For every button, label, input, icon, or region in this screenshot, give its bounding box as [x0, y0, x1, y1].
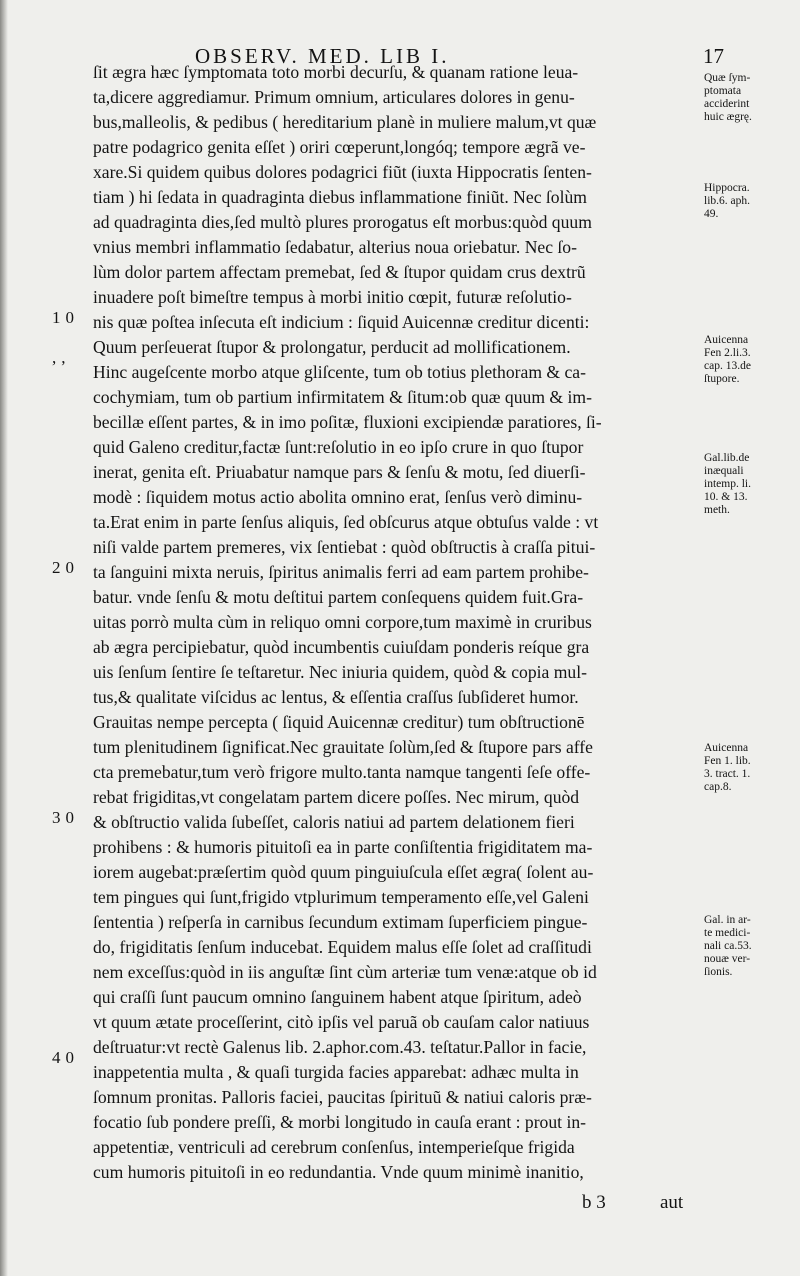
text-line: Grauitas nempe percepta ( ſiquid Auicennæ creditur) tum obſtructionē	[93, 712, 585, 732]
line-number-30: 30	[52, 808, 79, 827]
text-line: bus,malleolis, & pedibus ( hereditarium planè in muliere malum,vt quæ	[93, 112, 597, 132]
marginal-notes	[704, 0, 796, 1276]
text-line: cum humoris pituitoſi in eo redundantia. Vnde quum minimè inanitio,	[93, 1162, 584, 1182]
text-line: qui craſſi ſunt paucum omnino ſanguinem habent atque ſpiritum, adeò	[93, 987, 582, 1007]
marginal-note-symptoms	[704, 72, 796, 124]
text-line: ad quadraginta dies,ſed multò plures prorogatus eſt morbus:quòd quum	[93, 212, 592, 232]
marginal-note-line: 49.	[704, 208, 719, 220]
line-number-40: 40	[52, 1048, 79, 1067]
text-line: ſomnum pronitas. Palloris faciei, paucitas ſpirituũ & natiui caloris præ-	[93, 1087, 592, 1107]
text-line: batur. vnde ſenſu & motu deſtitui partem conſequens quidem fuit.Gra-	[93, 587, 584, 607]
text-line: inuadere poſt bimeſtre tempus à morbi initio cœpit, futuræ reſolutio-	[93, 287, 572, 307]
text-line: tiam ) hi ſedata in quadraginta diebus inflammatione finiũt. Nec ſolùm	[93, 187, 587, 207]
text-line: cochymiam, tum ob partium infirmitatem & ſitum:ob quæ quum & im-	[93, 387, 592, 407]
marginal-note-line: ptomata	[704, 85, 742, 97]
marginal-note-line: meth.	[704, 504, 730, 516]
marginal-note-line: Gal.lib.de	[704, 452, 750, 464]
marginal-note-line: Fen 1. lib.	[704, 755, 751, 767]
marginal-note-line: ſionis.	[704, 966, 733, 978]
text-line: Quum perſeuerat ſtupor & prolongatur, perducit ad mollificationem.	[93, 337, 571, 357]
text-line: inappetentia multa , & quaſi turgida facies apparebat: adhæc multa in	[93, 1062, 579, 1082]
text-line: rebat frigiditas,vt congelatam partem dicere poſſes. Nec mirum, quòd	[93, 787, 580, 807]
text-line: nem exceſſus:quòd in iis anguſtæ ſint cùm arteriæ tum venæ:atque ob id	[93, 962, 597, 982]
text-line: ta ſanguini mixta neruis, ſpiritus animalis ferri ad eam partem prohibe-	[93, 562, 589, 582]
text-line: uitas porrò multa cùm in reliquo omni corpore,tum maximè in cruribus	[93, 612, 592, 632]
marginal-note-line: cap. 13.de	[704, 360, 751, 372]
marginal-note-line: 10. & 13.	[704, 491, 748, 503]
text-line: Hinc augeſcente morbo atque gliſcente, tum ob totius plethoram & ca-	[93, 362, 586, 382]
marginal-note-line: 3. tract. 1.	[704, 768, 751, 780]
marginal-note-line: Fen 2.li.3.	[704, 347, 751, 359]
text-line: becillæ eſſent partes, & in imo poſitæ, fluxioni excipiendæ paratiores, ſi-	[93, 412, 602, 432]
text-line: deſtruatur:vt rectè Galenus lib. 2.aphor.com.43. teſtatur.Pallor in facie,	[93, 1037, 587, 1057]
page-number: 17	[703, 44, 724, 68]
marginal-note-line: Auicenna	[704, 334, 749, 346]
text-line: tum plenitudinem ſignificat.Nec grauitate ſolùm,ſed & ſtupore pars affe	[93, 737, 593, 757]
marginal-note-avicenna-fen	[704, 742, 796, 794]
marginal-note-line: huic ægrę.	[704, 111, 752, 123]
text-line: ſit ægra hæc ſymptomata toto morbi decurſu, & quanam ratione leua-	[93, 62, 579, 82]
marginal-note-line: intemp. li.	[704, 478, 751, 490]
text-line: tus,& qualitate viſcidus ac lentus, & eſſentia craſſus ſubſideret humor.	[93, 687, 579, 707]
marginal-note-line: Auicenna	[704, 742, 749, 754]
line-number-20: 20	[52, 558, 79, 577]
text-line: appetentiæ, ventriculi ad cerebrum conſenſus, intemperieſque frigida	[93, 1137, 575, 1157]
line-number-10: 10	[52, 308, 79, 327]
text-line: focatio ſub pondere preſſi, & morbi longitudo in cauſa erant : prout in-	[93, 1112, 586, 1132]
text-line: ta.Erat enim in parte ſenſus aliquis, ſed obſcurus atque obtuſus valde : vt	[93, 512, 599, 532]
catchword: aut	[660, 1192, 684, 1213]
marginal-note-line: Gal. in ar-	[704, 914, 751, 926]
text-line: inerat, genita eſt. Priuabatur namque pars & ſenſu & motu, ſed diuerſi-	[93, 462, 586, 482]
marginal-note-line: Quæ ſym-	[704, 72, 751, 84]
text-line: do, frigiditatis ſenſum inducebat. Equidem malus eſſe ſolet ad craſſitudi	[93, 937, 592, 957]
text-line: modè : ſiquidem motus actio abolita omnino erat, ſenſus verò diminu-	[93, 487, 583, 507]
marginal-note-galen-intemperie	[704, 452, 796, 517]
text-line: nis quæ poſtea inſecuta eſt indicium : ſiquid Auicennæ creditur dicenti:	[93, 312, 590, 332]
text-line: ab ægra percipiebatur, quòd incumbentis cuiuſdam ponderis reíque gra	[93, 637, 590, 657]
text-line: & obſtructio valida ſubeſſet, caloris natiui ad partem delationem fieri	[93, 812, 575, 832]
text-line: uis ſenſum ſentire ſe teſtaretur. Nec iniuria quidem, quòd & copia mul-	[93, 662, 587, 682]
text-line: prohibens : & humoris pituitoſi ea in parte conſiſtentia frigiditatem ma-	[93, 837, 593, 857]
text-line: iorem augebat:præſertim quòd quum pinguiuſcula eſſet ægra( ſolent au-	[93, 862, 594, 882]
marginal-note-line: nouæ ver-	[704, 953, 751, 965]
text-line: ta,dicere aggrediamur. Primum omnium, articulares dolores in genu-	[93, 87, 575, 107]
marginal-note-line: acciderint	[704, 98, 750, 110]
marginal-note-avicenna-stupor	[704, 334, 796, 386]
running-head: OBSERV. MED. LIB I.	[195, 44, 450, 68]
text-line: quid Galeno creditur,factæ ſunt:reſolutio in eo ipſo crure in quo ſtupor	[93, 437, 584, 457]
text-line: lùm dolor partem affectam premebat, ſed & ſtupor quidam crus dextrũ	[93, 262, 586, 282]
marginal-note-line: Hippocra.	[704, 182, 750, 194]
text-line: patre podagrico genita eſſet ) oriri cœperunt,longóq; tempore ægrã ve-	[93, 137, 586, 157]
text-line: ſententia ) reſperſa in carnibus ſecundum extimam ſuperficiem pingue-	[93, 912, 588, 932]
text-line: niſi valde partem premeres, vix ſentiebat : quòd obſtructis à craſſa pitui-	[93, 537, 596, 557]
marginal-note-line: lib.6. aph.	[704, 195, 750, 207]
text-line: tem pingues qui ſunt,frigido vtplurimum temperamento eſſe,vel Galeni	[93, 887, 589, 907]
marginal-note-galen-ars-medicinalis	[704, 914, 796, 979]
signature-mark: b 3	[582, 1192, 606, 1213]
text-line: vnius membri inflammatio ſedabatur, alterius noua oriebatur. Nec ſo-	[93, 237, 577, 257]
page-footer	[0, 1192, 800, 1222]
text-line: xare.Si quidem quibus dolores podagrici fiũt (iuxta Hippocratis ſenten-	[93, 162, 592, 182]
marginal-note-line: ſtupore.	[704, 373, 740, 385]
marginal-note-line: te medici-	[704, 927, 751, 939]
marginal-note-line: nali ca.53.	[704, 940, 752, 952]
marginal-note-hippocrates	[704, 182, 796, 221]
marginal-note-line: inæquali	[704, 465, 744, 477]
marginal-note-line: cap.8.	[704, 781, 732, 793]
quotation-mark: ,,	[52, 348, 71, 367]
text-line: cta premebatur,tum verò frigore multo.tanta namque tangenti ſeſe offe-	[93, 762, 591, 782]
text-line: vt quum ætate proceſſerint, citò ipſis vel paruã ob cauſam calor natiuus	[93, 1012, 590, 1032]
